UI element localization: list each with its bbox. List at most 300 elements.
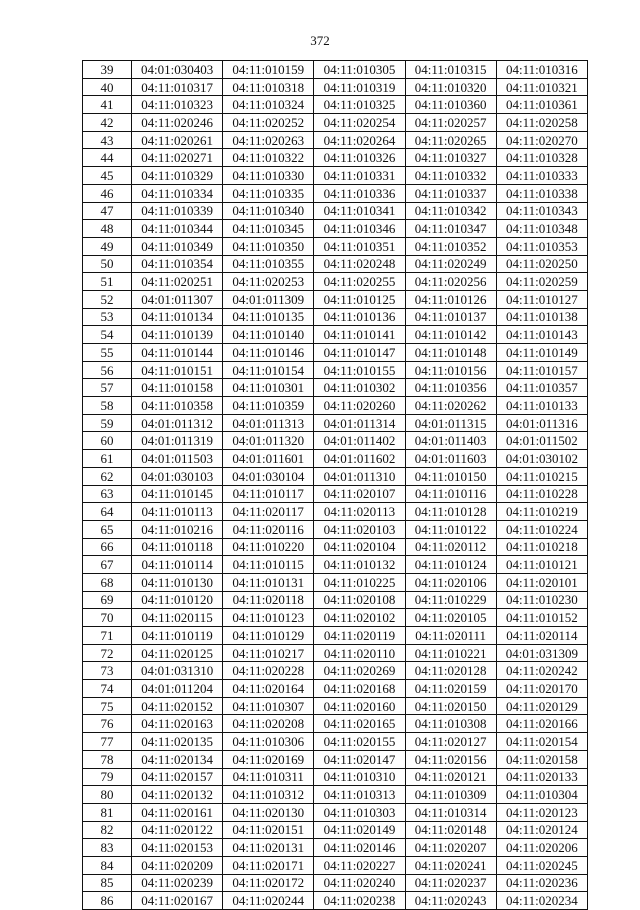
table-row xyxy=(83,308,588,326)
row-number-cell: 46 xyxy=(83,184,132,202)
cadastral-code-cell: 04:11:020239 xyxy=(132,874,223,892)
cadastral-code-cell: 04:11:010355 xyxy=(223,255,314,273)
cadastral-code-cell: 04:11:020108 xyxy=(314,591,405,609)
cadastral-code-cell: 04:11:020134 xyxy=(132,750,223,768)
cadastral-code-cell: 04:11:020259 xyxy=(496,273,587,291)
cadastral-code-cell: 04:11:010327 xyxy=(405,149,496,167)
table-row xyxy=(83,450,588,468)
cadastral-code-cell: 04:11:010147 xyxy=(314,344,405,362)
cadastral-code-cell: 04:11:010343 xyxy=(496,202,587,220)
cadastral-code-cell: 04:11:020127 xyxy=(405,733,496,751)
cadastral-code-cell: 04:11:010143 xyxy=(496,326,587,344)
cadastral-code-cell: 04:11:020250 xyxy=(496,255,587,273)
table-row xyxy=(83,715,588,733)
cadastral-code-cell: 04:11:010332 xyxy=(405,167,496,185)
cadastral-code-cell: 04:11:020160 xyxy=(314,697,405,715)
cadastral-code-cell: 04:11:010352 xyxy=(405,237,496,255)
cadastral-code-cell: 04:11:010311 xyxy=(223,768,314,786)
cadastral-code-cell: 04:11:020169 xyxy=(223,750,314,768)
cadastral-code-cell: 04:11:010301 xyxy=(223,379,314,397)
cadastral-code-cell: 04:01:011403 xyxy=(405,432,496,450)
cadastral-code-cell: 04:11:010302 xyxy=(314,379,405,397)
cadastral-code-cell: 04:11:010331 xyxy=(314,167,405,185)
table-row xyxy=(83,856,588,874)
cadastral-code-cell: 04:11:020249 xyxy=(405,255,496,273)
table-row xyxy=(83,520,588,538)
cadastral-code-cell: 04:11:010334 xyxy=(132,184,223,202)
row-number-cell: 56 xyxy=(83,361,132,379)
table-row xyxy=(83,414,588,432)
cadastral-code-cell: 04:11:010126 xyxy=(405,290,496,308)
table-row xyxy=(83,220,588,238)
row-number-cell: 71 xyxy=(83,627,132,645)
cadastral-code-cell: 04:11:010314 xyxy=(405,803,496,821)
cadastral-code-cell: 04:11:020121 xyxy=(405,768,496,786)
table-row xyxy=(83,627,588,645)
cadastral-code-cell: 04:11:010230 xyxy=(496,591,587,609)
cadastral-code-cell: 04:11:010344 xyxy=(132,220,223,238)
table-row xyxy=(83,237,588,255)
row-number-cell: 41 xyxy=(83,96,132,114)
table-row xyxy=(83,432,588,450)
table-row xyxy=(83,662,588,680)
cadastral-code-cell: 04:11:010133 xyxy=(496,397,587,415)
cadastral-code-cell: 04:11:010149 xyxy=(496,344,587,362)
row-number-cell: 68 xyxy=(83,573,132,591)
cadastral-code-cell: 04:11:020206 xyxy=(496,839,587,857)
cadastral-code-cell: 04:11:010120 xyxy=(132,591,223,609)
table-row xyxy=(83,609,588,627)
cadastral-code-cell: 04:11:020116 xyxy=(223,520,314,538)
cadastral-code-cell: 04:11:020110 xyxy=(314,644,405,662)
cadastral-code-cell: 04:11:010357 xyxy=(496,379,587,397)
cadastral-code-cell: 04:01:011502 xyxy=(496,432,587,450)
cadastral-code-cell: 04:11:010307 xyxy=(223,697,314,715)
cadastral-code-cell: 04:11:010114 xyxy=(132,556,223,574)
table-row xyxy=(83,821,588,839)
cadastral-code-cell: 04:01:030403 xyxy=(132,61,223,79)
row-number-cell: 79 xyxy=(83,768,132,786)
cadastral-code-cell: 04:11:010333 xyxy=(496,167,587,185)
cadastral-code-cell: 04:01:030103 xyxy=(132,467,223,485)
row-number-cell: 54 xyxy=(83,326,132,344)
cadastral-code-cell: 04:11:020159 xyxy=(405,680,496,698)
cadastral-code-cell: 04:11:010317 xyxy=(132,78,223,96)
cadastral-code-cell: 04:11:020135 xyxy=(132,733,223,751)
row-number-cell: 51 xyxy=(83,273,132,291)
row-number-cell: 58 xyxy=(83,397,132,415)
row-number-cell: 52 xyxy=(83,290,132,308)
row-number-cell: 49 xyxy=(83,237,132,255)
cadastral-code-cell: 04:11:020270 xyxy=(496,131,587,149)
row-number-cell: 48 xyxy=(83,220,132,238)
cadastral-code-cell: 04:11:020123 xyxy=(496,803,587,821)
row-number-cell: 86 xyxy=(83,892,132,910)
row-number-cell: 82 xyxy=(83,821,132,839)
cadastral-code-cell: 04:11:010323 xyxy=(132,96,223,114)
cadastral-code-cell: 04:11:020262 xyxy=(405,397,496,415)
cadastral-code-cell: 04:01:011309 xyxy=(223,290,314,308)
cadastral-code-cell: 04:11:010157 xyxy=(496,361,587,379)
cadastral-code-cell: 04:11:020253 xyxy=(223,273,314,291)
cadastral-code-cell: 04:11:020242 xyxy=(496,662,587,680)
cadastral-code-cell: 04:11:010218 xyxy=(496,538,587,556)
cadastral-code-cell: 04:11:010360 xyxy=(405,96,496,114)
cadastral-code-cell: 04:11:020102 xyxy=(314,609,405,627)
cadastral-code-cell: 04:11:020128 xyxy=(405,662,496,680)
table-row xyxy=(83,680,588,698)
cadastral-code-cell: 04:11:020154 xyxy=(496,733,587,751)
cadastral-code-cell: 04:11:020168 xyxy=(314,680,405,698)
cadastral-code-cell: 04:11:020104 xyxy=(314,538,405,556)
cadastral-code-cell: 04:11:020245 xyxy=(496,856,587,874)
cadastral-code-cell: 04:11:010136 xyxy=(314,308,405,326)
table-row xyxy=(83,379,588,397)
cadastral-code-cell: 04:11:020129 xyxy=(496,697,587,715)
row-number-cell: 50 xyxy=(83,255,132,273)
cadastral-code-cell: 04:11:020153 xyxy=(132,839,223,857)
cadastral-code-cell: 04:11:020165 xyxy=(314,715,405,733)
cadastral-code-cell: 04:11:010310 xyxy=(314,768,405,786)
cadastral-code-cell: 04:11:020156 xyxy=(405,750,496,768)
row-number-cell: 47 xyxy=(83,202,132,220)
cadastral-code-cell: 04:11:020241 xyxy=(405,856,496,874)
table-row xyxy=(83,149,588,167)
cadastral-code-cell: 04:11:020163 xyxy=(132,715,223,733)
cadastral-code-cell: 04:11:010119 xyxy=(132,627,223,645)
cadastral-code-cell: 04:11:010318 xyxy=(223,78,314,96)
cadastral-code-cell: 04:11:020115 xyxy=(132,609,223,627)
table-row xyxy=(83,96,588,114)
cadastral-code-cell: 04:11:010144 xyxy=(132,344,223,362)
cadastral-code-cell: 04:11:010127 xyxy=(496,290,587,308)
cadastral-code-cell: 04:11:010140 xyxy=(223,326,314,344)
cadastral-code-cell: 04:01:011314 xyxy=(314,414,405,432)
table-row xyxy=(83,467,588,485)
cadastral-code-cell: 04:11:010124 xyxy=(405,556,496,574)
table-row xyxy=(83,114,588,132)
cadastral-code-cell: 04:01:030102 xyxy=(496,450,587,468)
row-number-cell: 84 xyxy=(83,856,132,874)
cadastral-code-cell: 04:11:020246 xyxy=(132,114,223,132)
cadastral-code-cell: 04:11:020261 xyxy=(132,131,223,149)
table-row xyxy=(83,786,588,804)
cadastral-code-cell: 04:11:010152 xyxy=(496,609,587,627)
table-row xyxy=(83,839,588,857)
cadastral-code-cell: 04:11:020258 xyxy=(496,114,587,132)
cadastral-code-cell: 04:11:010148 xyxy=(405,344,496,362)
cadastral-code-cell: 04:01:011313 xyxy=(223,414,314,432)
table-row xyxy=(83,538,588,556)
cadastral-code-cell: 04:01:011312 xyxy=(132,414,223,432)
cadastral-code-cell: 04:11:020254 xyxy=(314,114,405,132)
table-row xyxy=(83,591,588,609)
table-body xyxy=(83,61,588,910)
table-row xyxy=(83,397,588,415)
cadastral-code-cell: 04:01:011204 xyxy=(132,680,223,698)
cadastral-code-cell: 04:11:010346 xyxy=(314,220,405,238)
cadastral-code-cell: 04:11:010350 xyxy=(223,237,314,255)
cadastral-code-cell: 04:11:020256 xyxy=(405,273,496,291)
table-row xyxy=(83,361,588,379)
cadastral-code-cell: 04:11:020269 xyxy=(314,662,405,680)
cadastral-code-cell: 04:11:010324 xyxy=(223,96,314,114)
table-row xyxy=(83,255,588,273)
cadastral-code-cell: 04:11:010338 xyxy=(496,184,587,202)
cadastral-code-cell: 04:11:020255 xyxy=(314,273,405,291)
table-row xyxy=(83,167,588,185)
cadastral-code-cell: 04:11:020271 xyxy=(132,149,223,167)
cadastral-code-cell: 04:11:010354 xyxy=(132,255,223,273)
row-number-cell: 70 xyxy=(83,609,132,627)
cadastral-code-cell: 04:11:010329 xyxy=(132,167,223,185)
cadastral-code-cell: 04:11:020208 xyxy=(223,715,314,733)
row-number-cell: 42 xyxy=(83,114,132,132)
cadastral-code-cell: 04:01:030104 xyxy=(223,467,314,485)
cadastral-code-cell: 04:11:010122 xyxy=(405,520,496,538)
cadastral-code-cell: 04:01:011503 xyxy=(132,450,223,468)
cadastral-code-cell: 04:11:020161 xyxy=(132,803,223,821)
cadastral-code-cell: 04:11:020101 xyxy=(496,573,587,591)
row-number-cell: 75 xyxy=(83,697,132,715)
cadastral-code-cell: 04:11:020107 xyxy=(314,485,405,503)
row-number-cell: 74 xyxy=(83,680,132,698)
cadastral-code-cell: 04:11:020207 xyxy=(405,839,496,857)
row-number-cell: 44 xyxy=(83,149,132,167)
cadastral-code-cell: 04:11:010325 xyxy=(314,96,405,114)
row-number-cell: 80 xyxy=(83,786,132,804)
row-number-cell: 45 xyxy=(83,167,132,185)
cadastral-code-cell: 04:11:010229 xyxy=(405,591,496,609)
cadastral-code-cell: 04:11:010359 xyxy=(223,397,314,415)
cadastral-code-cell: 04:11:010130 xyxy=(132,573,223,591)
cadastral-code-cell: 04:11:010351 xyxy=(314,237,405,255)
table-row xyxy=(83,697,588,715)
cadastral-code-cell: 04:11:010142 xyxy=(405,326,496,344)
cadastral-code-cell: 04:11:010215 xyxy=(496,467,587,485)
cadastral-code-cell: 04:11:010336 xyxy=(314,184,405,202)
cadastral-code-cell: 04:11:010158 xyxy=(132,379,223,397)
table-row xyxy=(83,184,588,202)
cadastral-code-cell: 04:11:010159 xyxy=(223,61,314,79)
cadastral-code-cell: 04:01:011315 xyxy=(405,414,496,432)
table-row xyxy=(83,892,588,910)
table-row xyxy=(83,290,588,308)
cadastral-code-cell: 04:11:010322 xyxy=(223,149,314,167)
cadastral-code-cell: 04:11:020263 xyxy=(223,131,314,149)
cadastral-code-cell: 04:11:020167 xyxy=(132,892,223,910)
cadastral-code-cell: 04:11:010141 xyxy=(314,326,405,344)
cadastral-code-cell: 04:01:031309 xyxy=(496,644,587,662)
cadastral-code-cell: 04:11:020122 xyxy=(132,821,223,839)
cadastral-code-cell: 04:11:010117 xyxy=(223,485,314,503)
cadastral-code-cell: 04:11:020171 xyxy=(223,856,314,874)
cadastral-code-cell: 04:11:010225 xyxy=(314,573,405,591)
row-number-cell: 63 xyxy=(83,485,132,503)
cadastral-code-cell: 04:11:010337 xyxy=(405,184,496,202)
cadastral-code-cell: 04:11:020209 xyxy=(132,856,223,874)
cadastral-code-cell: 04:11:020227 xyxy=(314,856,405,874)
cadastral-code-cell: 04:01:011603 xyxy=(405,450,496,468)
row-number-cell: 60 xyxy=(83,432,132,450)
cadastral-code-cell: 04:11:010342 xyxy=(405,202,496,220)
cadastral-code-cell: 04:11:010221 xyxy=(405,644,496,662)
cadastral-code-cell: 04:11:010129 xyxy=(223,627,314,645)
row-number-cell: 59 xyxy=(83,414,132,432)
cadastral-code-cell: 04:11:020119 xyxy=(314,627,405,645)
cadastral-code-cell: 04:11:010115 xyxy=(223,556,314,574)
cadastral-code-cell: 04:11:020113 xyxy=(314,503,405,521)
table-row xyxy=(83,202,588,220)
cadastral-code-cell: 04:11:010347 xyxy=(405,220,496,238)
cadastral-code-cell: 04:11:010361 xyxy=(496,96,587,114)
cadastral-code-cell: 04:11:010145 xyxy=(132,485,223,503)
row-number-cell: 66 xyxy=(83,538,132,556)
cadastral-code-cell: 04:11:020164 xyxy=(223,680,314,698)
cadastral-code-cell: 04:11:020244 xyxy=(223,892,314,910)
cadastral-code-cell: 04:11:010156 xyxy=(405,361,496,379)
cadastral-code-cell: 04:01:031310 xyxy=(132,662,223,680)
row-number-cell: 64 xyxy=(83,503,132,521)
cadastral-code-cell: 04:11:020157 xyxy=(132,768,223,786)
cadastral-code-cell: 04:11:010125 xyxy=(314,290,405,308)
cadastral-code-cell: 04:11:020130 xyxy=(223,803,314,821)
cadastral-code-cell: 04:11:010155 xyxy=(314,361,405,379)
cadastral-code-cell: 04:11:010150 xyxy=(405,467,496,485)
cadastral-code-cell: 04:11:010228 xyxy=(496,485,587,503)
cadastral-code-cell: 04:11:020170 xyxy=(496,680,587,698)
table-row xyxy=(83,556,588,574)
row-number-cell: 55 xyxy=(83,344,132,362)
cadastral-code-cell: 04:11:020112 xyxy=(405,538,496,556)
cadastral-code-cell: 04:11:010326 xyxy=(314,149,405,167)
row-number-cell: 40 xyxy=(83,78,132,96)
cadastral-code-cell: 04:11:010138 xyxy=(496,308,587,326)
cadastral-code-cell: 04:11:010303 xyxy=(314,803,405,821)
cadastral-code-cell: 04:01:011320 xyxy=(223,432,314,450)
cadastral-code-cell: 04:11:020111 xyxy=(405,627,496,645)
cadastral-code-cell: 04:11:010151 xyxy=(132,361,223,379)
cadastral-code-cell: 04:11:020237 xyxy=(405,874,496,892)
cadastral-code-cell: 04:11:020114 xyxy=(496,627,587,645)
cadastral-code-cell: 04:01:011602 xyxy=(314,450,405,468)
cadastral-code-cell: 04:11:010313 xyxy=(314,786,405,804)
cadastral-code-cell: 04:11:010217 xyxy=(223,644,314,662)
row-number-cell: 83 xyxy=(83,839,132,857)
page-number: 372 xyxy=(310,33,330,48)
cadastral-code-cell: 04:11:010328 xyxy=(496,149,587,167)
cadastral-code-cell: 04:11:020252 xyxy=(223,114,314,132)
cadastral-code-cell: 04:11:010340 xyxy=(223,202,314,220)
cadastral-code-cell: 04:11:010321 xyxy=(496,78,587,96)
cadastral-code-cell: 04:11:020146 xyxy=(314,839,405,857)
cadastral-code-cell: 04:11:020149 xyxy=(314,821,405,839)
cadastral-code-cell: 04:11:020243 xyxy=(405,892,496,910)
cadastral-code-cell: 04:11:020131 xyxy=(223,839,314,857)
cadastral-code-cell: 04:11:020158 xyxy=(496,750,587,768)
cadastral-code-cell: 04:11:020106 xyxy=(405,573,496,591)
table-row xyxy=(83,874,588,892)
table-row xyxy=(83,344,588,362)
cadastral-code-cell: 04:11:010339 xyxy=(132,202,223,220)
cadastral-codes-table xyxy=(82,60,588,910)
cadastral-code-cell: 04:11:020155 xyxy=(314,733,405,751)
row-number-cell: 67 xyxy=(83,556,132,574)
row-number-cell: 62 xyxy=(83,467,132,485)
row-number-cell: 65 xyxy=(83,520,132,538)
row-number-cell: 43 xyxy=(83,131,132,149)
cadastral-code-cell: 04:11:020172 xyxy=(223,874,314,892)
cadastral-code-cell: 04:11:020132 xyxy=(132,786,223,804)
cadastral-code-cell: 04:01:011319 xyxy=(132,432,223,450)
cadastral-code-cell: 04:11:010345 xyxy=(223,220,314,238)
table-row xyxy=(83,485,588,503)
cadastral-code-cell: 04:11:010335 xyxy=(223,184,314,202)
cadastral-code-cell: 04:11:020117 xyxy=(223,503,314,521)
cadastral-code-cell: 04:11:020125 xyxy=(132,644,223,662)
row-number-cell: 69 xyxy=(83,591,132,609)
cadastral-code-cell: 04:01:011402 xyxy=(314,432,405,450)
cadastral-code-cell: 04:11:010348 xyxy=(496,220,587,238)
cadastral-code-cell: 04:11:010146 xyxy=(223,344,314,362)
row-number-cell: 81 xyxy=(83,803,132,821)
cadastral-code-cell: 04:11:010309 xyxy=(405,786,496,804)
row-number-cell: 61 xyxy=(83,450,132,468)
cadastral-code-cell: 04:11:010135 xyxy=(223,308,314,326)
cadastral-code-cell: 04:11:010132 xyxy=(314,556,405,574)
row-number-cell: 53 xyxy=(83,308,132,326)
cadastral-code-cell: 04:11:010304 xyxy=(496,786,587,804)
cadastral-code-cell: 04:11:020166 xyxy=(496,715,587,733)
table-row xyxy=(83,61,588,79)
table-row xyxy=(83,78,588,96)
cadastral-code-cell: 04:11:020265 xyxy=(405,131,496,149)
cadastral-code-cell: 04:11:020152 xyxy=(132,697,223,715)
cadastral-code-cell: 04:11:020124 xyxy=(496,821,587,839)
cadastral-code-cell: 04:11:020257 xyxy=(405,114,496,132)
cadastral-code-cell: 04:11:010320 xyxy=(405,78,496,96)
cadastral-code-cell: 04:11:010305 xyxy=(314,61,405,79)
cadastral-code-cell: 04:11:010315 xyxy=(405,61,496,79)
cadastral-code-cell: 04:11:010306 xyxy=(223,733,314,751)
cadastral-code-cell: 04:11:020248 xyxy=(314,255,405,273)
cadastral-code-cell: 04:11:020151 xyxy=(223,821,314,839)
cadastral-code-cell: 04:11:020103 xyxy=(314,520,405,538)
cadastral-code-cell: 04:11:010319 xyxy=(314,78,405,96)
cadastral-code-cell: 04:11:020240 xyxy=(314,874,405,892)
table-row xyxy=(83,273,588,291)
table-row xyxy=(83,131,588,149)
row-number-cell: 39 xyxy=(83,61,132,79)
row-number-cell: 78 xyxy=(83,750,132,768)
cadastral-code-cell: 04:11:020133 xyxy=(496,768,587,786)
cadastral-code-cell: 04:11:010154 xyxy=(223,361,314,379)
cadastral-code-cell: 04:11:010220 xyxy=(223,538,314,556)
table-row xyxy=(83,768,588,786)
cadastral-code-cell: 04:01:011316 xyxy=(496,414,587,432)
cadastral-code-cell: 04:11:020118 xyxy=(223,591,314,609)
cadastral-code-cell: 04:11:010137 xyxy=(405,308,496,326)
cadastral-code-cell: 04:01:011310 xyxy=(314,467,405,485)
cadastral-code-cell: 04:11:020105 xyxy=(405,609,496,627)
cadastral-code-cell: 04:11:020234 xyxy=(496,892,587,910)
table-row xyxy=(83,573,588,591)
row-number-cell: 77 xyxy=(83,733,132,751)
cadastral-code-cell: 04:01:011601 xyxy=(223,450,314,468)
cadastral-code-cell: 04:11:010308 xyxy=(405,715,496,733)
cadastral-code-cell: 04:11:020228 xyxy=(223,662,314,680)
cadastral-code-cell: 04:11:020238 xyxy=(314,892,405,910)
